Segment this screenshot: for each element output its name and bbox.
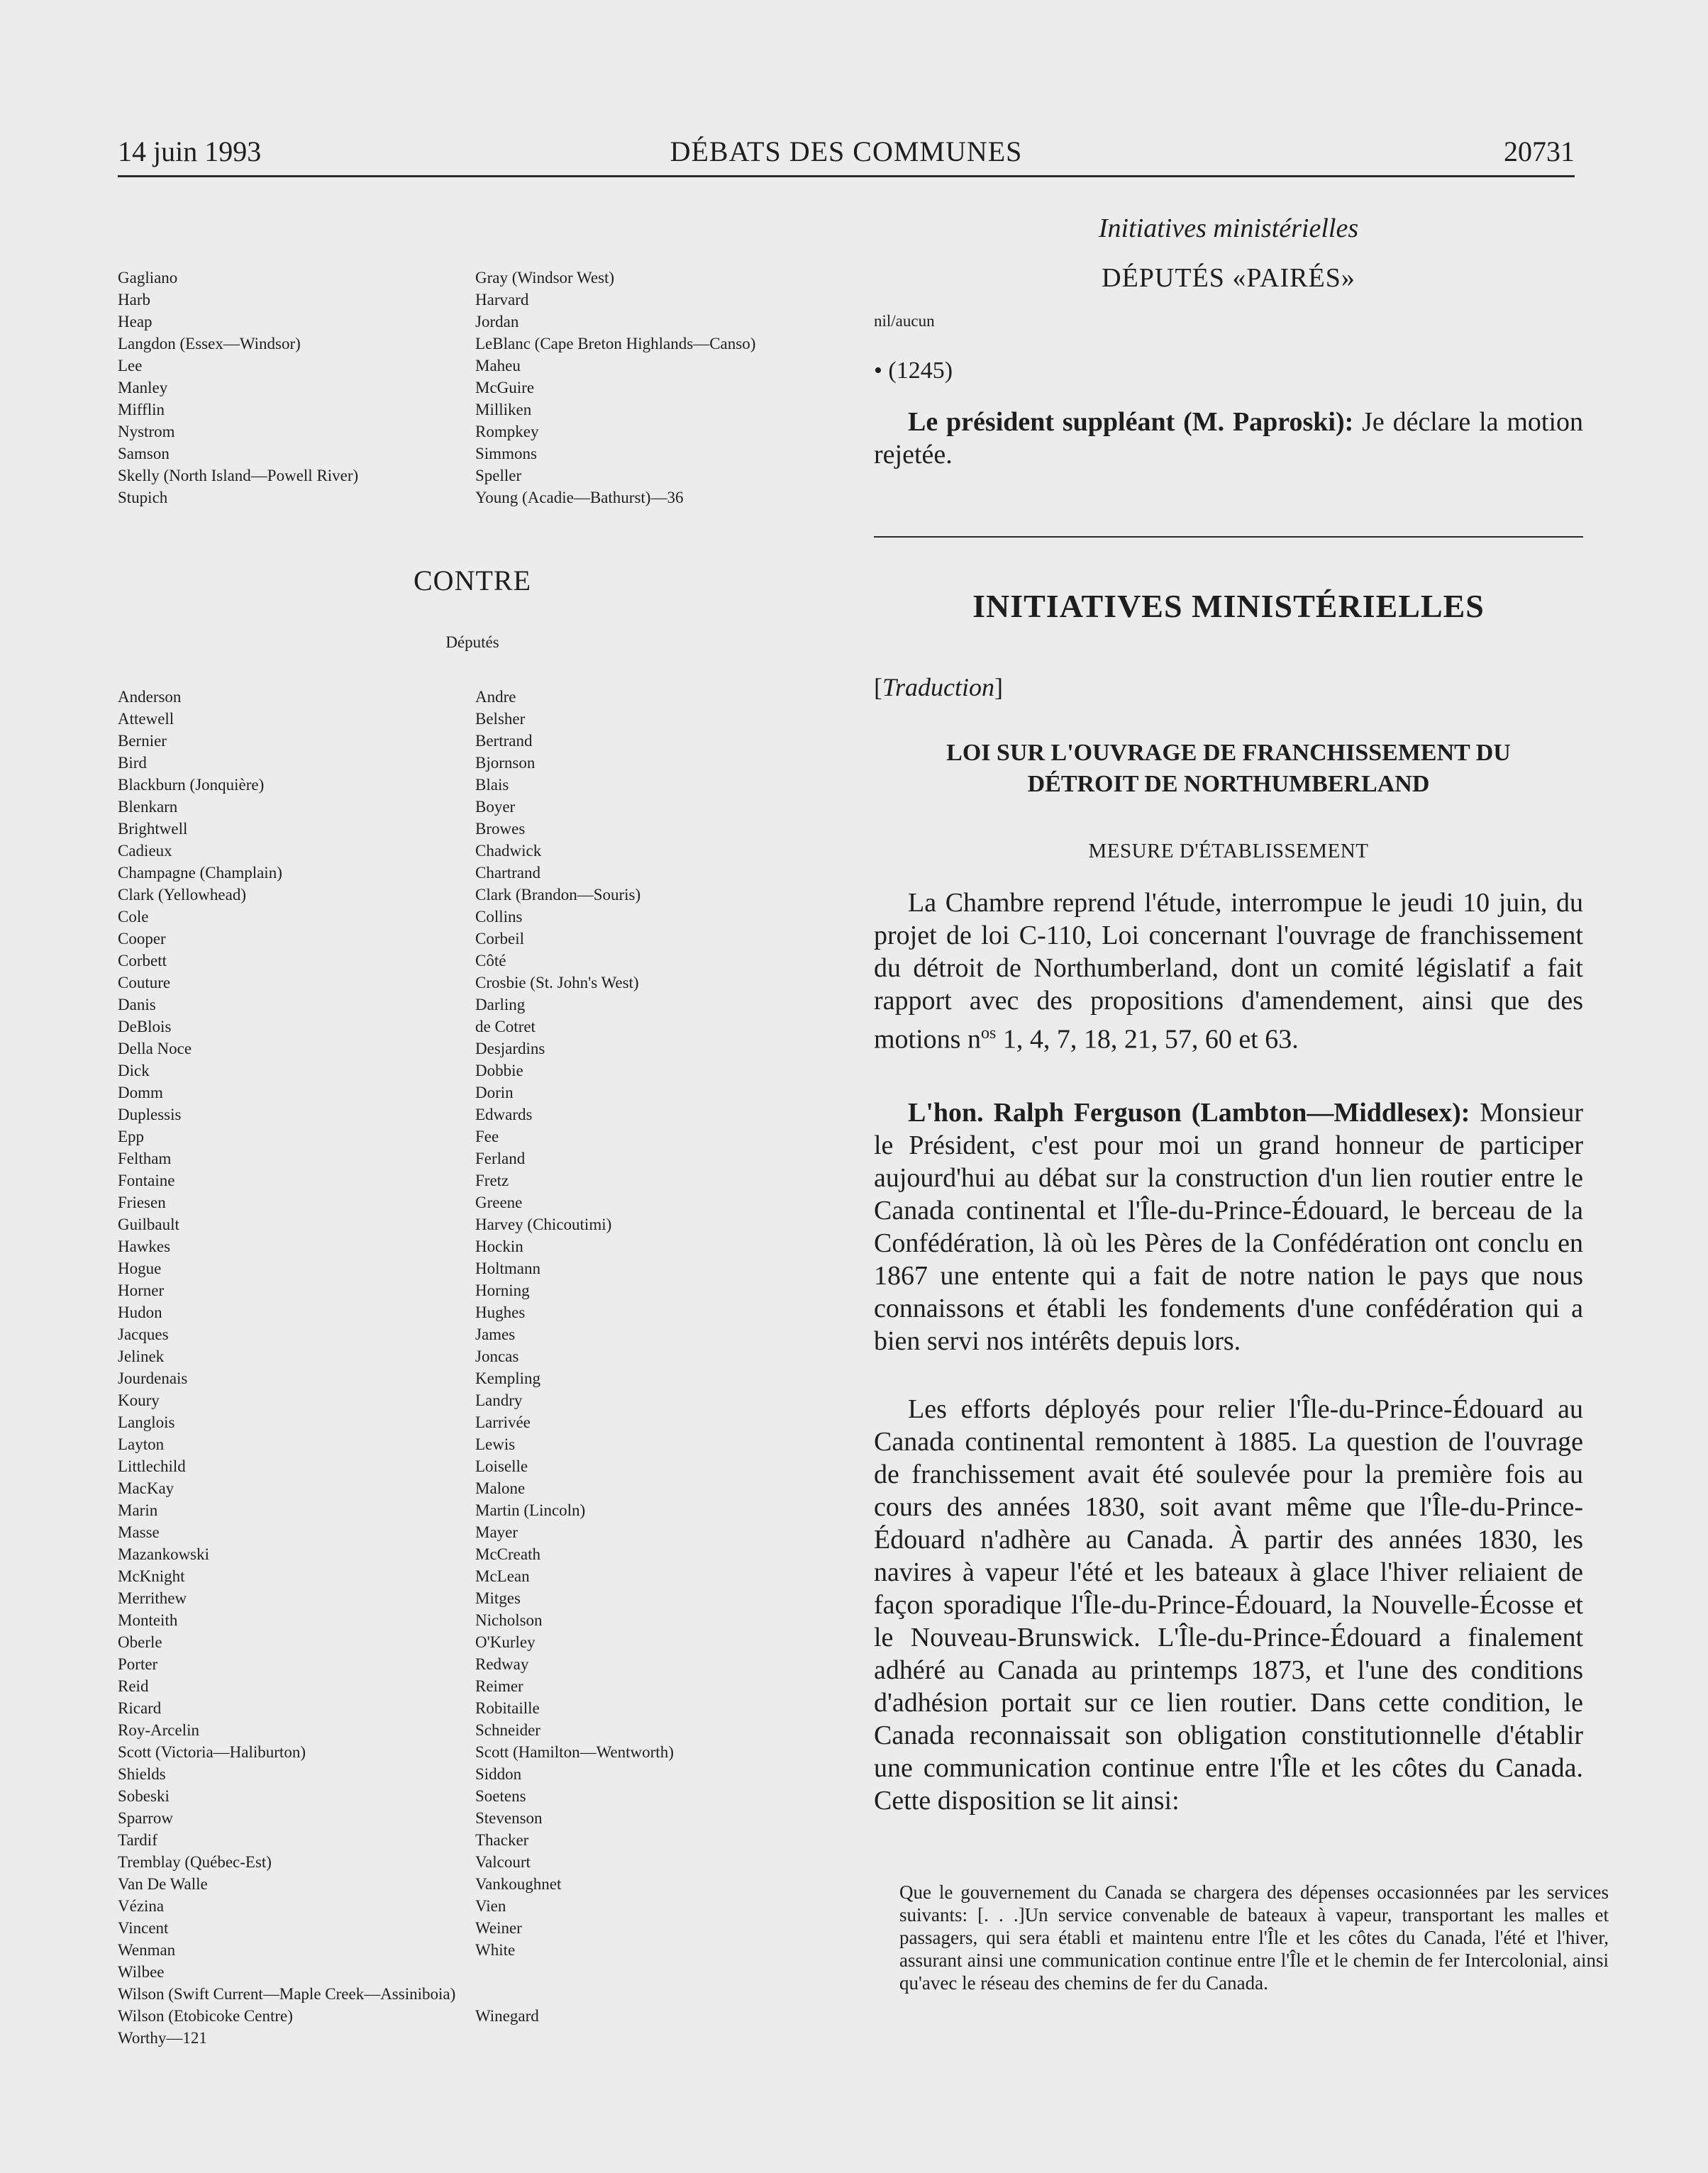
member-name: Duplessis xyxy=(118,1106,182,1123)
translation-bracket-open: [ xyxy=(874,673,882,701)
member-name: LeBlanc (Cape Breton Highlands—Canso) xyxy=(475,335,756,352)
member-name: Wilson (Swift Current—Maple Creek—Assiniboia) xyxy=(118,1985,456,2003)
member-name: Browes xyxy=(475,820,526,838)
member-name: Collins xyxy=(475,908,523,926)
member-name: Holtmann xyxy=(475,1260,540,1277)
member-name: Bertrand xyxy=(475,732,533,750)
member-name: Jacques xyxy=(118,1326,169,1343)
member-name: Hogue xyxy=(118,1260,162,1277)
member-name: McCreath xyxy=(475,1545,540,1563)
measure-subheading: MESURE D'ÉTABLISSEMENT xyxy=(1088,840,1369,862)
member-name: Crosbie (St. John's West) xyxy=(475,974,639,991)
member-name: Winegard xyxy=(475,2007,539,2025)
member-name: Langdon (Essex—Windsor) xyxy=(118,335,301,352)
section-label: Initiatives ministérielles xyxy=(1098,213,1359,243)
member-name: Rompkey xyxy=(475,423,539,440)
member-name: DeBlois xyxy=(118,1018,172,1035)
member-name: McLean xyxy=(475,1567,530,1585)
member-name: Samson xyxy=(118,445,170,462)
member-name: Horner xyxy=(118,1282,165,1299)
member-name: Cole xyxy=(118,908,149,926)
member-name: Andre xyxy=(475,688,516,706)
member-name: Vankoughnet xyxy=(475,1875,562,1893)
member-name: Cooper xyxy=(118,930,166,947)
member-name: Harvard xyxy=(475,291,529,309)
member-name: Jelinek xyxy=(118,1347,165,1365)
member-name: James xyxy=(475,1326,516,1343)
member-name: de Cotret xyxy=(475,1018,536,1035)
member-name: Nystrom xyxy=(118,423,175,440)
member-name: Gray (Windsor West) xyxy=(475,269,615,287)
member-name: O'Kurley xyxy=(475,1633,536,1651)
member-name: Wenman xyxy=(118,1941,176,1959)
member-name: Robitaille xyxy=(475,1699,540,1717)
member-name: Weiner xyxy=(475,1919,522,1937)
member-name: Bird xyxy=(118,754,147,772)
member-name: Hughes xyxy=(475,1304,526,1321)
member-name: Shields xyxy=(118,1765,166,1783)
member-name: Attewell xyxy=(118,710,174,728)
member-name: Corbett xyxy=(118,952,167,969)
header-page-number: 20731 xyxy=(1504,135,1575,167)
member-name: Harb xyxy=(118,291,150,309)
member-name: Brightwell xyxy=(118,820,188,838)
member-name: Merrithew xyxy=(118,1589,187,1607)
member-name: Jourdenais xyxy=(118,1369,188,1387)
member-name: Stevenson xyxy=(475,1809,543,1827)
member-name: Blenkarn xyxy=(118,798,178,816)
member-name: Skelly (North Island—Powell River) xyxy=(118,467,359,484)
page-header xyxy=(118,135,1575,177)
member-name: Jordan xyxy=(475,313,519,330)
member-name: Kempling xyxy=(475,1369,540,1387)
member-name: Fee xyxy=(475,1128,499,1145)
member-name: Koury xyxy=(118,1391,160,1409)
member-name: Mitges xyxy=(475,1589,521,1607)
member-name: Scott (Hamilton—Wentworth) xyxy=(475,1743,674,1761)
member-name: White xyxy=(475,1941,516,1959)
contre-heading: CONTRE xyxy=(414,565,531,596)
bill-heading xyxy=(874,738,1583,800)
member-name: Van De Walle xyxy=(118,1875,208,1893)
translation-word: Traduction xyxy=(882,673,995,701)
member-name: Greene xyxy=(475,1194,523,1211)
member-name: Sobeski xyxy=(118,1787,170,1805)
member-name: Harvey (Chicoutimi) xyxy=(475,1216,612,1233)
member-name: Danis xyxy=(118,996,156,1013)
bill-heading-line-1: LOI SUR L'OUVRAGE DE FRANCHISSEMENT DU xyxy=(946,740,1511,766)
member-name: Worthy—121 xyxy=(118,2029,207,2047)
member-name: Della Noce xyxy=(118,1040,192,1057)
member-name: Wilbee xyxy=(118,1963,165,1981)
member-name: Feltham xyxy=(118,1150,172,1167)
member-name: Dick xyxy=(118,1062,150,1079)
member-name: Layton xyxy=(118,1435,165,1453)
member-name: Bernier xyxy=(118,732,167,750)
pour-list-column-2 xyxy=(475,267,755,508)
paragraph-3: Les efforts déployés pour relier l'Île-du-Prince-Édouard au Canada continental remontent à 1885. La question de l'ouvrage de franchissement avait été soulevée pour la première fois au cours des années 1830, soit avant même que l'Île-du-Prince-Édouard n'adhère au Canada. À partir des années 1830, les navires à vapeur l'été et les bateaux à glace l'hiver reliaient de façon sporadique l'Île-du-Prince-Édouard, la Nouvelle-Écosse et le Nouveau-Brunswick. L'Île-du-Prince-Édouard a finalement adhéré au Canada au printemps 1873, et l'une des conditions d'adhésion portait sur ce lien routier. Dans cette condition, le Canada reconnaissait son obligation constitutionnelle d'établir une communication continue entre l'Île et les côtes du Canada. Cette disposition se lit ainsi: xyxy=(874,1394,1583,1816)
member-name: Dorin xyxy=(475,1084,514,1101)
member-name: Larrivée xyxy=(475,1413,531,1431)
speaker-text-1: Je déclare la motion rejetée. xyxy=(874,407,1583,469)
member-name: Darling xyxy=(475,996,526,1013)
member-name: Heap xyxy=(118,313,152,330)
member-name: Bjornson xyxy=(475,754,536,772)
member-name: Blackburn (Jonquière) xyxy=(118,776,265,794)
pairs-heading: DÉPUTÉS «PAIRÉS» xyxy=(1102,263,1355,293)
member-name: Gagliano xyxy=(118,269,178,287)
member-name: Belsher xyxy=(475,710,526,728)
member-name: MacKay xyxy=(118,1479,174,1497)
member-name: Littlechild xyxy=(118,1457,186,1475)
member-name: Marin xyxy=(118,1501,158,1519)
member-name: Valcourt xyxy=(475,1853,531,1871)
member-name: Friesen xyxy=(118,1194,166,1211)
member-name: Joncas xyxy=(475,1347,519,1365)
member-name: Tremblay (Québec-Est) xyxy=(118,1853,272,1871)
member-name: Vézina xyxy=(118,1897,165,1915)
member-name xyxy=(475,1961,674,1983)
speaker-text-2: Monsieur le Président, c'est pour moi un grand honneur de participer aujourd'hui au débat sur la construction d'un lien routier entre le Canada continental et l'Île-du-Prince-Édouard, le berceau de la Confédération, là où les Pères de la Confédération ont conclu en 1867 une entente qui a fait de notre nation le pays que nous connaissons et établi les fondements d'une confédération qui a bien servi nos intérêts depuis lors. xyxy=(874,1098,1583,1356)
member-name: Manley xyxy=(118,379,168,396)
time-mark: • (1245) xyxy=(874,357,953,384)
member-name: Langlois xyxy=(118,1413,175,1431)
member-name: Mifflin xyxy=(118,401,165,418)
member-name: Tardif xyxy=(118,1831,157,1849)
member-name: Thacker xyxy=(475,1831,529,1849)
member-name: Nicholson xyxy=(475,1611,543,1629)
member-name: Oberle xyxy=(118,1633,162,1651)
member-name: Martin (Lincoln) xyxy=(475,1501,586,1519)
member-name: Edwards xyxy=(475,1106,533,1123)
member-name: Anderson xyxy=(118,688,182,706)
contre-list-column-1 xyxy=(118,686,455,2049)
member-name: Guilbault xyxy=(118,1216,179,1233)
paragraph-speaker-2 xyxy=(874,1096,1583,1357)
member-name: Cadieux xyxy=(118,842,172,860)
speaker-name-2: L'hon. Ralph Ferguson (Lambton—Middlesex): xyxy=(908,1098,1470,1128)
member-name: Hockin xyxy=(475,1238,523,1255)
member-name: Malone xyxy=(475,1479,526,1497)
member-name: Mazankowski xyxy=(118,1545,210,1563)
member-name: Wilson (Etobicoke Centre) xyxy=(118,2007,293,2025)
pour-list-column-1 xyxy=(118,267,358,508)
quotation: Que le gouvernement du Canada se chargera des dépenses occasionnées par les services suivants: [. . .]Un service convenable de bateaux à vapeur, transportant les malles et passagers, qui sera établi et maintenu entre l'Île et les côtes du Canada, l'été et l'hiver, assurant ainsi une communication continue entre l'Île et le chemin de fer Intercolonial, ainsi qu'avec le réseau des chemins de fer du Canada. xyxy=(899,1882,1609,1994)
member-name: Vien xyxy=(475,1897,506,1915)
paragraph-1-superscript: os xyxy=(980,1024,997,1043)
initiatives-heading: INITIATIVES MINISTÉRIELLES xyxy=(972,588,1485,624)
member-name: Roy-Arcelin xyxy=(118,1721,199,1739)
member-name: Stupich xyxy=(118,489,168,506)
header-rule xyxy=(118,175,1575,177)
paragraph-1-text-end: 1, 4, 7, 18, 21, 57, 60 et 63. xyxy=(996,1024,1299,1055)
contre-list-column-2 xyxy=(475,686,674,2027)
deputes-subheading: Députés xyxy=(445,633,499,651)
paragraph-1-text: La Chambre reprend l'étude, interrompue le jeudi 10 juin, du projet de loi C-110, Loi concernant l'ouvrage de franchissement du détroit de Northumberland, dont un comité législatif a fait rapport avec des propositions d'amendement, ainsi que des motions n xyxy=(874,888,1583,1055)
member-name: Hudon xyxy=(118,1304,162,1321)
member-name: McGuire xyxy=(475,379,535,396)
member-name: Masse xyxy=(118,1523,160,1541)
member-name: Loiselle xyxy=(475,1457,528,1475)
member-name: Porter xyxy=(118,1655,158,1673)
member-name: Redway xyxy=(475,1655,529,1673)
member-name: Corbeil xyxy=(475,930,524,947)
member-name: Reid xyxy=(118,1677,149,1695)
pairs-value: nil/aucun xyxy=(874,312,935,330)
member-name: Reimer xyxy=(475,1677,523,1695)
member-name: Soetens xyxy=(475,1787,526,1805)
member-name: Monteith xyxy=(118,1611,178,1629)
paragraph-1 xyxy=(874,887,1583,1056)
member-name: Ricard xyxy=(118,1699,162,1717)
member-name: Fontaine xyxy=(118,1172,175,1189)
member-name: Horning xyxy=(475,1282,530,1299)
member-name: Lee xyxy=(118,357,143,374)
member-name: Milliken xyxy=(475,401,532,418)
speaker-name-1: Le président suppléant (M. Paproski): xyxy=(908,407,1354,437)
member-name: Chartrand xyxy=(475,864,540,882)
member-name: Mayer xyxy=(475,1523,518,1541)
member-name: Desjardins xyxy=(475,1040,545,1057)
translation-bracket-close: ] xyxy=(994,673,1004,701)
member-name: Simmons xyxy=(475,445,537,462)
member-name: Schneider xyxy=(475,1721,540,1739)
member-name: Scott (Victoria—Haliburton) xyxy=(118,1743,306,1761)
member-name: Clark (Yellowhead) xyxy=(118,886,246,904)
member-name: Ferland xyxy=(475,1150,526,1167)
member-name: Young (Acadie—Bathurst)—36 xyxy=(475,489,684,506)
member-name: Epp xyxy=(118,1128,145,1145)
member-name: Landry xyxy=(475,1391,523,1409)
member-name: Maheu xyxy=(475,357,521,374)
member-name: Blais xyxy=(475,776,509,794)
bill-heading-line-2: DÉTROIT DE NORTHUMBERLAND xyxy=(1027,771,1430,797)
member-name: Siddon xyxy=(475,1765,522,1783)
member-name: McKnight xyxy=(118,1567,185,1585)
member-name: Lewis xyxy=(475,1435,516,1453)
member-name: Chadwick xyxy=(475,842,542,860)
member-name: Clark (Brandon—Souris) xyxy=(475,886,641,904)
member-name xyxy=(475,1983,674,2005)
paragraph-speaker-1 xyxy=(874,406,1583,471)
member-name: Boyer xyxy=(475,798,516,816)
member-name: Côté xyxy=(475,952,506,969)
header-title: DÉBATS DES COMMUNES xyxy=(670,135,1023,167)
translation-note xyxy=(874,672,1583,702)
member-name: Sparrow xyxy=(118,1809,173,1827)
member-name: Couture xyxy=(118,974,171,991)
header-date: 14 juin 1993 xyxy=(118,135,262,167)
member-name: Dobbie xyxy=(475,1062,523,1079)
member-name: Champagne (Champlain) xyxy=(118,864,282,882)
member-name: Domm xyxy=(118,1084,163,1101)
member-name: Fretz xyxy=(475,1172,509,1189)
section-divider xyxy=(874,536,1583,538)
member-name: Vincent xyxy=(118,1919,169,1937)
member-name: Hawkes xyxy=(118,1238,171,1255)
member-name: Speller xyxy=(475,467,522,484)
